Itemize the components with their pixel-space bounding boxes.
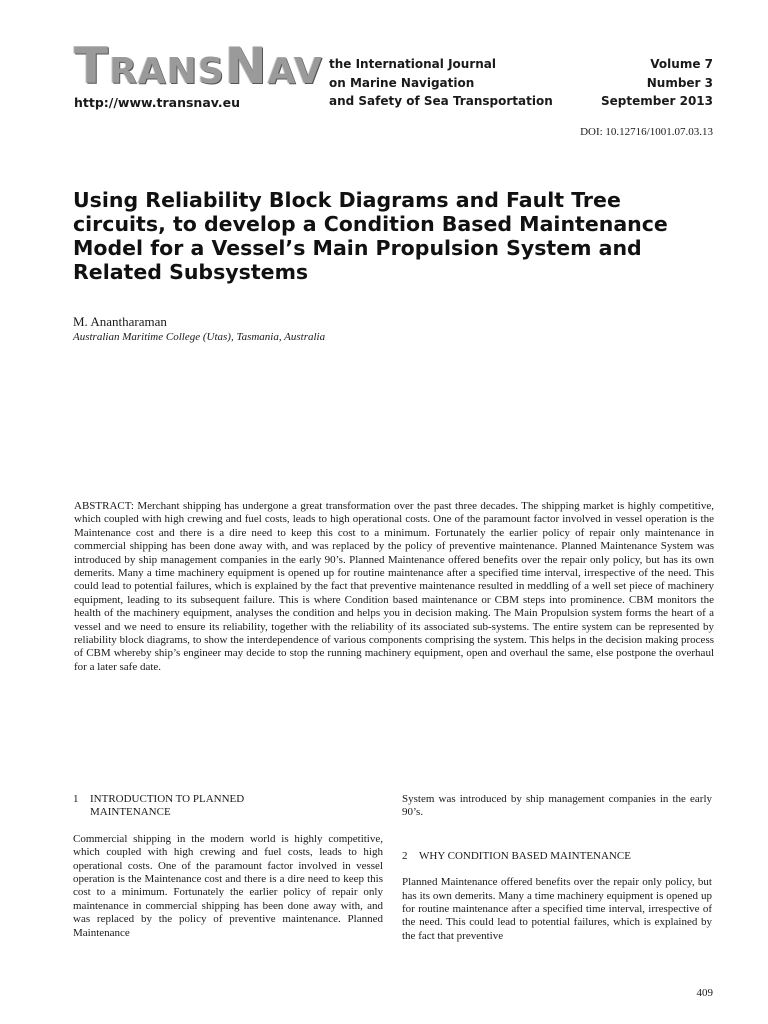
section-title-continued: MAINTENANCE xyxy=(90,806,171,819)
section-title: INTRODUCTION TO PLANNED xyxy=(90,793,245,805)
journal-name-line: the International Journal xyxy=(329,57,496,71)
section-heading xyxy=(402,850,712,863)
author-name: M. Anantharaman xyxy=(73,314,167,329)
section-body: Planned Maintenance offered benefits over the repair only policy, but has its own demerits. Many a time machinery equipment is opened up for routine maintenance after a specified time interval, irrespective of the need. This could lead to potential failures, which is explained by the fact that preventive xyxy=(402,876,712,942)
author-affiliation: Australian Maritime College (Utas), Tasmania, Australia xyxy=(73,331,326,343)
section-number: 2 xyxy=(402,849,408,862)
section-body-continued: System was introduced by ship management companies in the early 90’s. xyxy=(402,793,712,819)
doi[interactable]: DOI: 10.12716/1001.07.03.13 xyxy=(580,126,713,138)
section-body: Commercial shipping in the modern world is highly competitive, which coupled with high crewing and fuel costs, leads to high operational costs. One of the paramount factor involved in vessel operation is the Maintenance cost and there is a dire need to keep this cost to a minimum. Fortunately the earlier policy of repair only maintenance in commercial shipping has been done away with, and was replaced by the policy of preventive maintenance. Planned Maintenance xyxy=(73,832,383,939)
journal-name-line: on Marine Navigation xyxy=(329,75,475,90)
journal-name-line: and Safety of Sea Transportation xyxy=(329,94,553,108)
issue-date: September 2013 xyxy=(601,94,713,108)
section-number: 1 xyxy=(73,793,79,805)
article-title: Using Reliability Block Diagrams and Fault Tree circuits, to develop a Condition Based Maintenance Model for a Vessel’s Main Propulsion System and Related Subsystems xyxy=(73,188,668,284)
journal-url[interactable]: http://www.transnav.eu xyxy=(74,95,241,110)
volume: Volume 7 xyxy=(650,57,713,71)
section-title: WHY CONDITION BASED MAINTENANCE xyxy=(419,849,631,862)
journal-logo: TRANSNAV xyxy=(74,37,323,95)
page-number: 409 xyxy=(696,987,713,999)
issue-info xyxy=(601,55,713,111)
journal-name xyxy=(329,55,553,111)
issue-number: Number 3 xyxy=(646,75,713,90)
right-column xyxy=(402,793,712,943)
section-heading xyxy=(73,793,383,820)
left-column xyxy=(73,793,383,940)
abstract: ABSTRACT: Merchant shipping has undergone a great transformation over the past three decades. The shipping market is highly competitive, which coupled with high crewing and fuel costs, leads to high operational costs. One of the paramount factor involved in vessel operation is the Maintenance cost and there is a dire need to keep this cost to a minimum. Fortunately the earlier policy of repair only maintenance in commercial shipping has been done away with, and was replaced by the policy of preventive maintenance. Planned Maintenance System was introduced by ship management companies in the early 90’s. Planned Maintenance offered benefits over the repair only policy, but has its own demerits. Many a time machinery equipment is opened up for routine maintenance after a specified time interval, irrespective of the need. This could lead to potential failures, which is explained by the fact that preventive maintenance resulted in meddling of a well set piece of machinery equipment, leading to its subsequent failure. This is where Condition based maintenance or CBM steps into prominence. CBM monitors the health of the machinery equipment, analyses the condition and helps you in decision making. The Main Propulsion system forms the heart of a vessel and we need to ensure its reliability, together with the reliability of its associated sub-systems. The entire system can be represented by reliability block diagrams, to show the interdependence of various components comprising the system. This helps in the decision making process of CBM whereby ship’s engineer may decide to stop the running machinery equipment, open and overhaul the same, else postpone the overhaul for a later safe date. xyxy=(74,500,714,673)
